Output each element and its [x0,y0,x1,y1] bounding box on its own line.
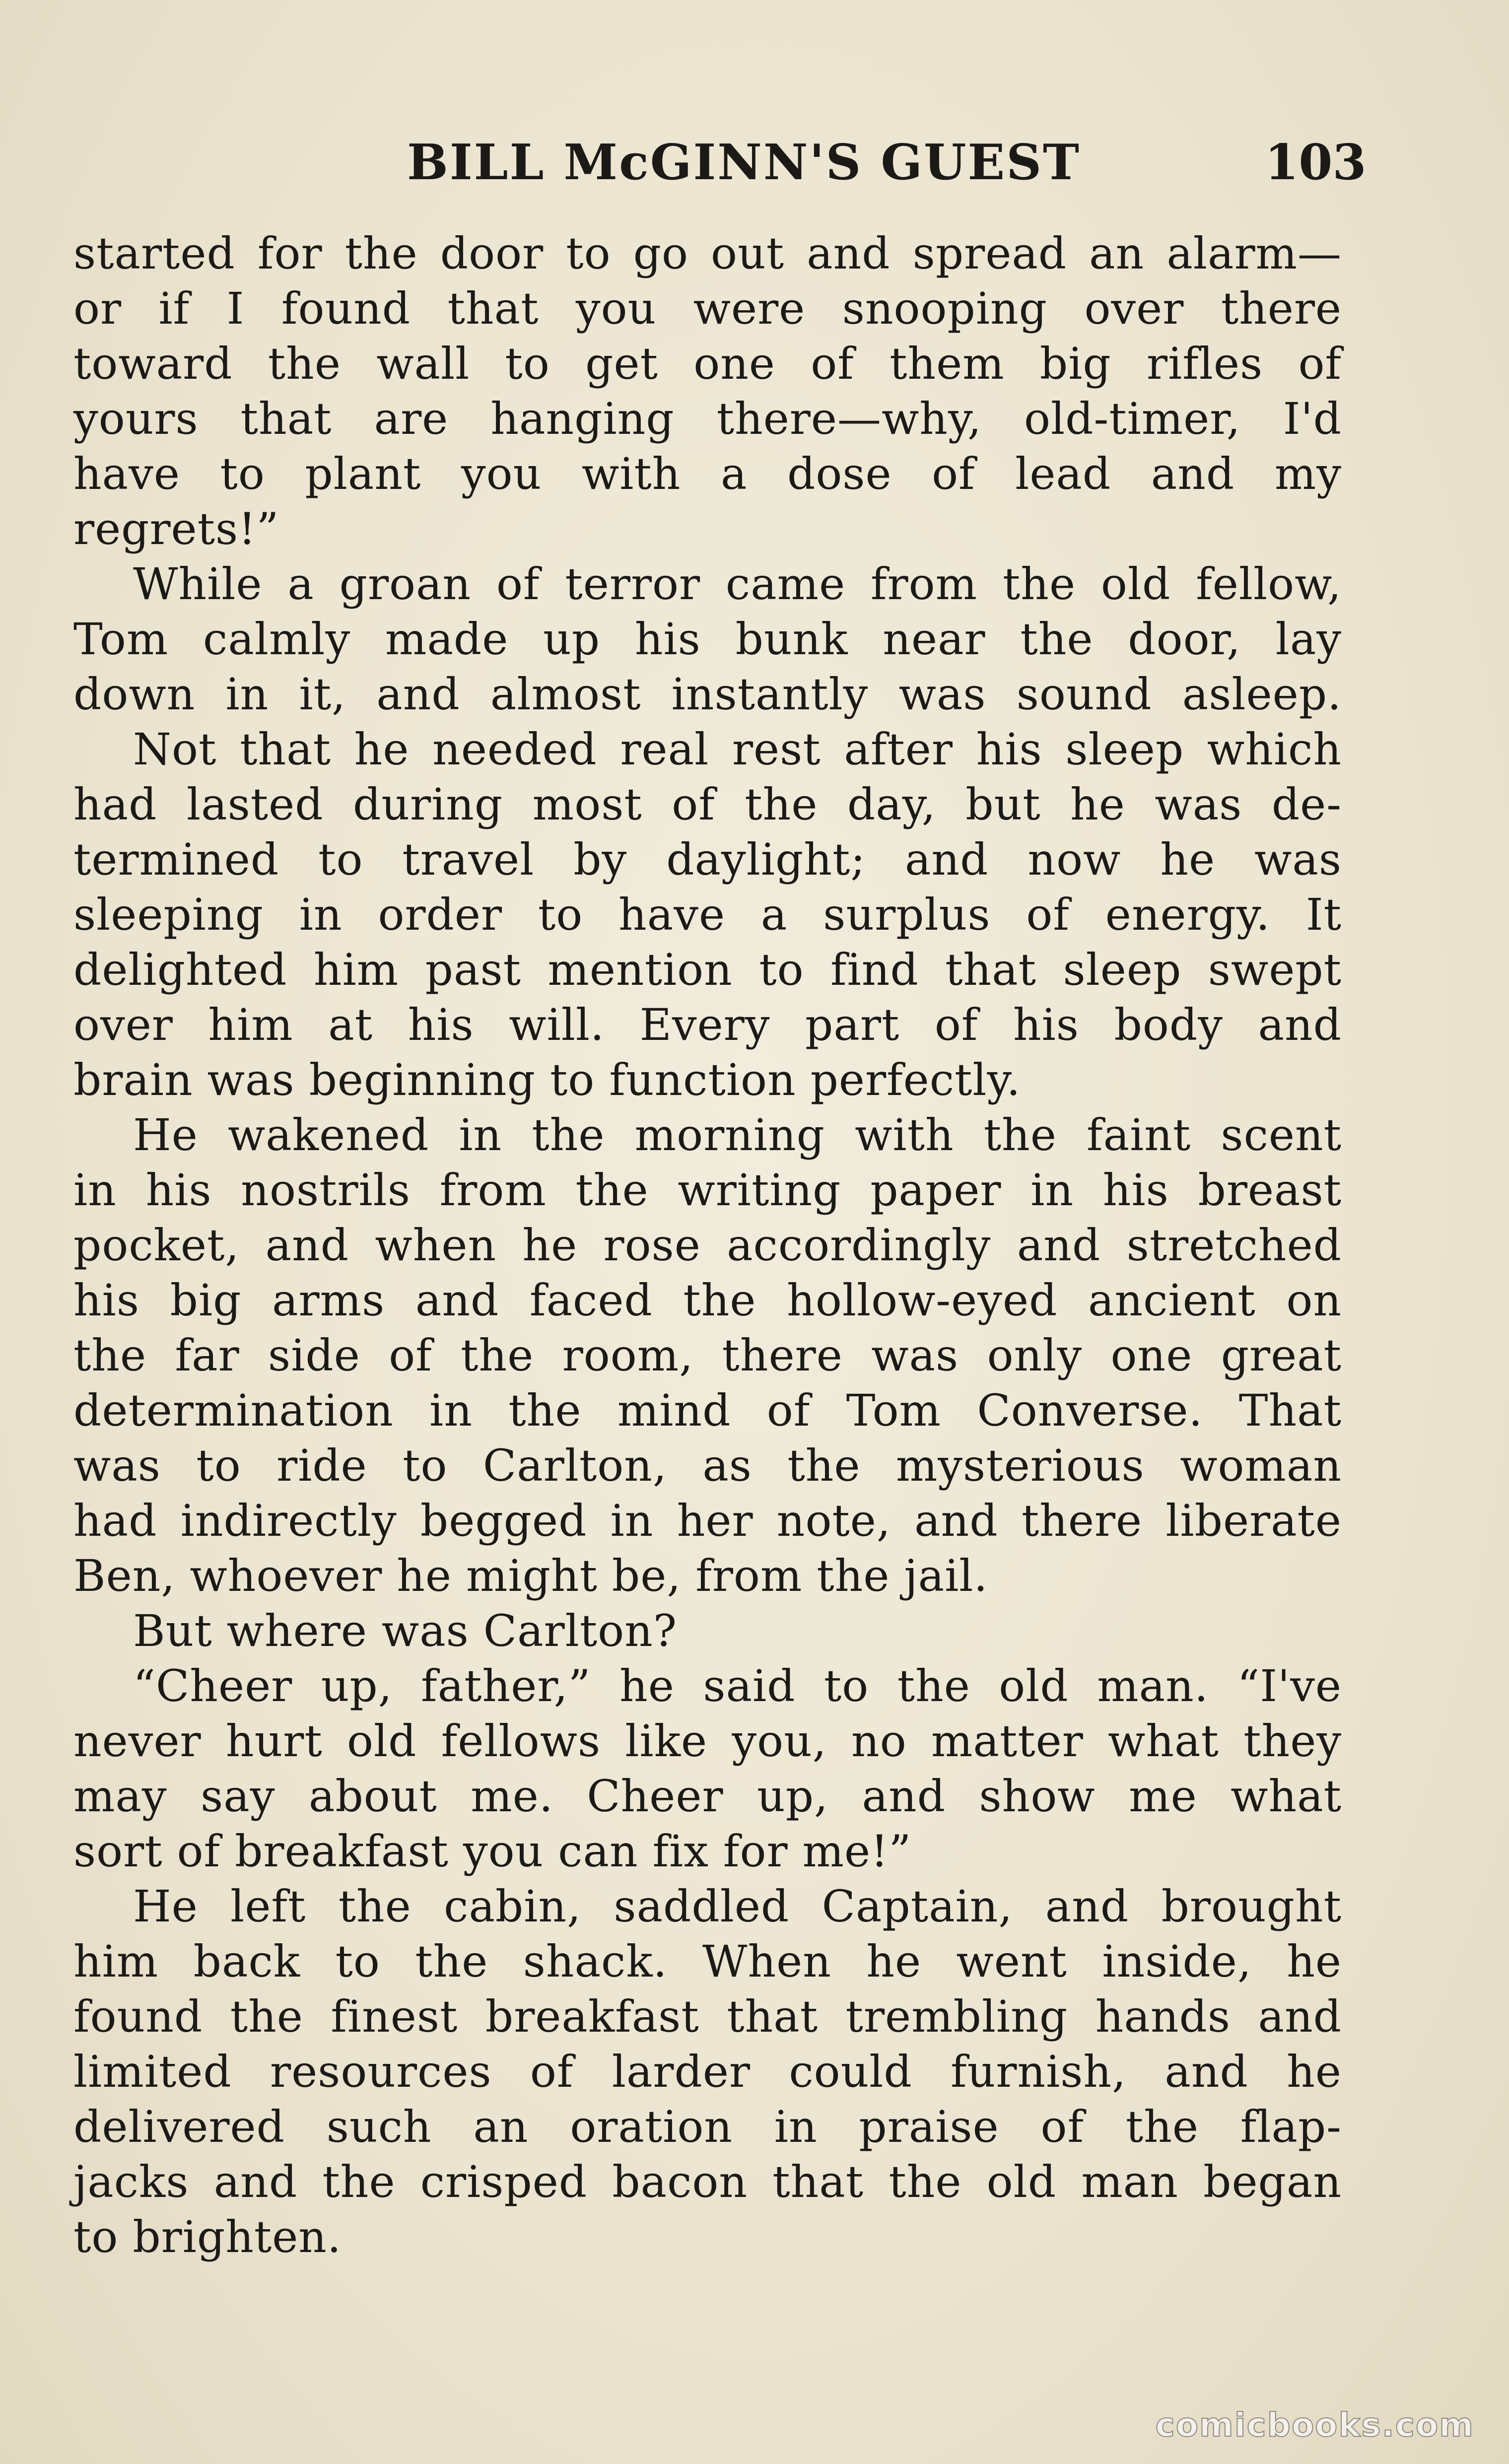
site-watermark: comicbooks.com [1155,2406,1474,2444]
text-line: over him at his will. Every part of his body and [73,999,1342,1050]
text-line: sleeping in order to have a surplus of energy. It [73,889,1342,940]
text-line: toward the wall to get one of them big rifles of [73,338,1342,389]
text-line: the far side of the room, there was only one great [73,1330,1342,1381]
text-line: While a groan of terror came from the old fellow, [133,558,1342,610]
text-line: or if I found that you were snooping over there [73,283,1342,334]
text-line: was to ride to Carlton, as the mysterious woman [73,1440,1342,1491]
text-line: Tom calmly made up his bunk near the door, lay [73,614,1342,665]
text-line: “Cheer up, father,” he said to the old man. “I've [133,1660,1342,1711]
text-line: limited resources of larder could furnish, and he [73,2046,1342,2097]
text-line: delighted him past mention to find that sleep swept [73,944,1342,995]
text-line: sort of breakfast you can fix for me!” [73,1826,912,1877]
text-line: him back to the shack. When he went inside, he [73,1936,1342,1987]
text-line: may say about me. Cheer up, and show me what [73,1771,1342,1822]
text-line: determination in the mind of Tom Converse. That [73,1385,1342,1436]
text-line: down in it, and almost instantly was sound asleep. [73,669,1342,720]
text-line: Not that he needed real rest after his sleep which [133,724,1342,775]
text-line: never hurt old fellows like you, no matter what they [73,1715,1342,1767]
text-line: Ben, whoever he might be, from the jail. [73,1550,988,1601]
text-line: have to plant you with a dose of lead and my [73,448,1342,499]
text-line: had indirectly begged in her note, and there liberate [73,1495,1342,1546]
text-line: But where was Carlton? [133,1605,678,1656]
text-line: termined to travel by daylight; and now he was [73,834,1342,885]
text-line: delivered such an oration in praise of the flap- [73,2101,1342,2152]
text-line: to brighten. [73,2211,342,2262]
text-line: He left the cabin, saddled Captain, and brought [133,1881,1342,1932]
text-line: had lasted during most of the day, but he was de- [73,779,1342,830]
text-line: started for the door to go out and spread an alarm— [73,228,1342,279]
body-text [73,226,1342,2264]
text-line: yours that are hanging there—why, old-timer, I'd [73,393,1342,444]
text-line: brain was beginning to function perfectly. [73,1054,1021,1105]
running-title: BILL McGINN'S GUEST [407,134,1081,191]
text-line: pocket, and when he rose accordingly and stretched [73,1220,1342,1271]
text-line: He wakened in the morning with the faint scent [133,1109,1342,1161]
text-line: jacks and the crisped bacon that the old man began [73,2156,1342,2207]
text-line: found the finest breakfast that trembling hands and [73,1991,1342,2042]
text-line: his big arms and faced the hollow-eyed ancient on [73,1275,1342,1326]
text-line: in his nostrils from the writing paper in his breast [73,1164,1342,1216]
text-line: regrets!” [73,503,279,554]
page-number: 103 [1265,134,1367,191]
